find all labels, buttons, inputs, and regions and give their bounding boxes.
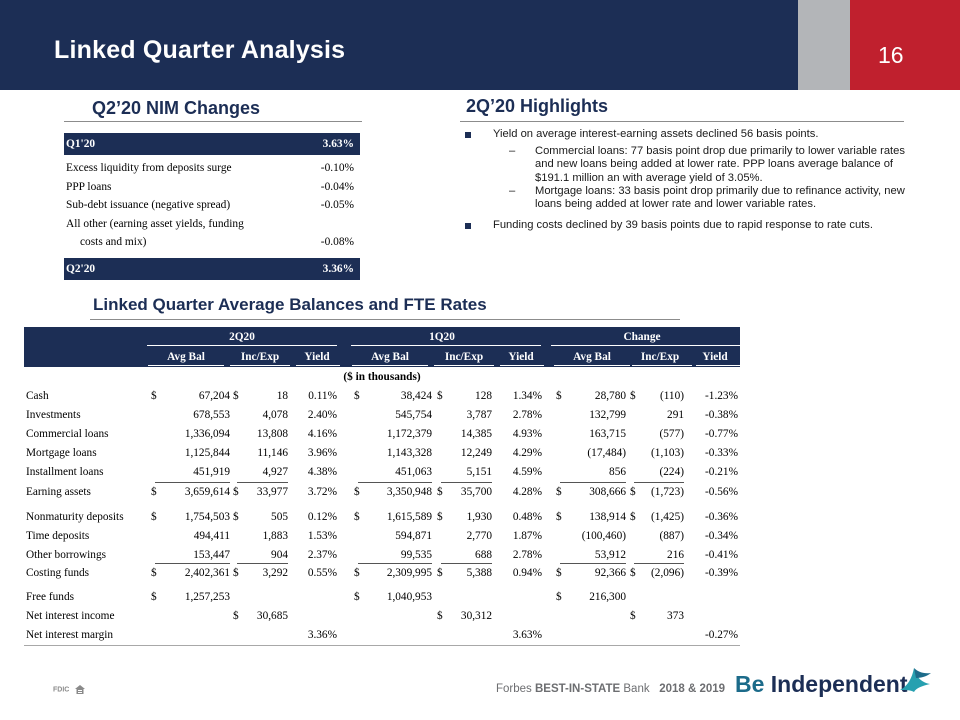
column-underline: [296, 365, 340, 366]
table-row: [24, 406, 740, 425]
cell-value: 153,447: [193, 549, 230, 561]
cell-value: 3.36%: [307, 629, 337, 641]
brand-logo: [735, 671, 908, 698]
nim-row-value: -0.05%: [320, 199, 354, 211]
table-row: [24, 425, 740, 444]
row-label: Earning assets: [26, 486, 91, 498]
cell-value: 494,411: [193, 530, 230, 542]
subtotal-rule: [634, 482, 684, 483]
cell-value: 38,424: [400, 390, 432, 402]
column-underline: [632, 365, 692, 366]
cell-value: 1.53%: [307, 530, 337, 542]
cell-value: -0.38%: [705, 409, 738, 421]
cell-value: 4.59%: [512, 466, 542, 478]
cell-value: 216,300: [589, 591, 626, 603]
cell-value: 2.40%: [307, 409, 337, 421]
table-row: [24, 588, 740, 607]
currency-symbol: $: [630, 567, 636, 579]
row-label: Net interest income: [26, 610, 115, 622]
currency-symbol: $: [630, 610, 636, 622]
column-header: Yield: [702, 351, 728, 363]
currency-symbol: $: [354, 511, 360, 523]
column-underline: [696, 365, 740, 366]
balances-heading-underline: [90, 319, 680, 320]
currency-symbol: $: [556, 567, 562, 579]
cell-value: 856: [609, 466, 626, 478]
nim-row: [64, 178, 360, 197]
forbes-years: 2018 & 2019: [659, 683, 726, 695]
highlight-bullet: Funding costs declined by 39 basis points due to rapid response to rate cuts.: [463, 219, 908, 232]
currency-symbol: $: [151, 390, 157, 402]
cell-value: 1,930: [466, 511, 492, 523]
cell-value: 216: [667, 549, 684, 561]
cell-value: 99,535: [400, 549, 432, 561]
subtotal-rule: [358, 563, 432, 564]
nim-end-label: Q2'20: [66, 262, 96, 275]
cell-value: 3.63%: [512, 629, 542, 641]
cell-value: 67,204: [198, 390, 230, 402]
highlights-heading: 2Q’20 Highlights: [466, 96, 609, 116]
cell-value: 373: [667, 610, 684, 622]
highlight-sub-bullet: – Mortgage loans: 33 basis point drop primarily due to refinance activity, new loans being added at lower rate and lower variable rates.: [463, 185, 908, 211]
row-label: Mortgage loans: [26, 447, 97, 459]
table-row: [24, 527, 740, 546]
cell-value: 2.78%: [512, 549, 542, 561]
period-underline: [147, 345, 337, 346]
nim-row-value: -0.08%: [320, 236, 354, 248]
cell-value: 1,336,094: [184, 428, 230, 440]
subtotal-rule: [560, 563, 626, 564]
cell-value: 1.34%: [512, 390, 542, 402]
header-red-bar: [850, 0, 960, 90]
cell-value: -0.21%: [705, 466, 738, 478]
row-label: Time deposits: [26, 530, 90, 542]
cell-value: 0.11%: [308, 390, 337, 402]
cell-value: 5,388: [466, 567, 492, 579]
cell-value: (1,425): [651, 511, 684, 523]
nim-row: [64, 196, 360, 215]
subtotal-rule: [155, 482, 230, 483]
cell-value: -0.34%: [705, 530, 738, 542]
currency-symbol: $: [233, 610, 239, 622]
cell-value: 12,249: [460, 447, 492, 459]
cell-value: 1.87%: [512, 530, 542, 542]
currency-symbol: $: [151, 591, 157, 603]
cell-value: (2,096): [651, 567, 684, 579]
column-underline: [434, 365, 494, 366]
currency-symbol: $: [630, 486, 636, 498]
cell-value: 13,808: [256, 428, 288, 440]
page-title: Linked Quarter Analysis: [54, 36, 346, 64]
cell-value: (17,484): [587, 447, 626, 459]
nim-row-label: costs and mix): [80, 236, 147, 248]
subtotal-rule: [237, 482, 288, 483]
forbes-award: [496, 683, 725, 695]
cell-value: 2.78%: [512, 409, 542, 421]
forbes-bold: BEST-IN-STATE: [535, 683, 621, 695]
header-banner: [0, 0, 960, 90]
currency-symbol: $: [233, 390, 239, 402]
cell-value: 451,919: [193, 466, 230, 478]
cell-value: 1,040,953: [386, 591, 432, 603]
currency-symbol: $: [556, 486, 562, 498]
subtotal-rule: [237, 563, 288, 564]
table-row: [24, 387, 740, 406]
cell-value: 1,883: [262, 530, 288, 542]
row-label: Nonmaturity deposits: [26, 511, 124, 523]
cell-value: 0.55%: [307, 567, 337, 579]
table-row: [24, 463, 740, 482]
cell-value: 4,927: [262, 466, 288, 478]
cell-value: 1,615,589: [386, 511, 432, 523]
nim-start-row: [64, 133, 360, 155]
subtotal-rule: [634, 563, 684, 564]
cell-value: -0.36%: [705, 511, 738, 523]
row-label: Installment loans: [26, 466, 104, 478]
highlights-heading-underline: [460, 121, 904, 122]
cell-value: 138,914: [589, 511, 626, 523]
nim-row-value: -0.04%: [320, 180, 354, 193]
cell-value: 0.94%: [512, 567, 542, 579]
fdic-label: FDIC: [53, 686, 70, 694]
cell-value: 0.12%: [307, 511, 337, 523]
page-number: 16: [878, 42, 904, 68]
highlight-bullet: Yield on average interest-earning assets declined 56 basis points.: [463, 128, 908, 141]
balances-heading: Linked Quarter Average Balances and FTE Rates: [93, 295, 487, 314]
cell-value: 291: [667, 409, 684, 421]
period-header: 2Q20: [229, 331, 255, 343]
cell-value: 128: [475, 390, 492, 402]
column-header: Inc/Exp: [444, 351, 484, 363]
row-label: Costing funds: [26, 567, 90, 579]
currency-symbol: $: [354, 390, 360, 402]
cell-value: -0.27%: [705, 629, 738, 641]
cell-value: 4.38%: [307, 466, 337, 478]
cell-value: 1,754,503: [184, 511, 230, 523]
cell-value: 451,063: [395, 466, 432, 478]
cell-value: -0.33%: [705, 447, 738, 459]
column-header: Avg Bal: [371, 351, 409, 363]
column-underline: [500, 365, 544, 366]
nim-row-label: PPP loans: [66, 180, 112, 193]
units-label: ($ in thousands): [343, 371, 421, 383]
currency-symbol: $: [151, 567, 157, 579]
column-header: Yield: [508, 351, 534, 363]
table-row: [24, 607, 740, 626]
currency-symbol: $: [556, 591, 562, 603]
cell-value: -0.41%: [705, 549, 738, 561]
cell-value: (110): [659, 390, 684, 402]
nim-end-value: 3.36%: [322, 262, 354, 275]
column-header: Yield: [304, 351, 330, 363]
cell-value: -0.39%: [705, 567, 738, 579]
currency-symbol: $: [354, 567, 360, 579]
nim-row-value: -0.10%: [320, 162, 354, 174]
cell-value: (224): [659, 466, 684, 478]
period-header: 1Q20: [429, 331, 455, 343]
highlights-list: [463, 128, 908, 236]
cell-value: 688: [475, 549, 492, 561]
cell-value: 0.48%: [512, 511, 542, 523]
row-label: Cash: [26, 390, 49, 402]
period-underline: [351, 345, 541, 346]
cell-value: -0.77%: [705, 428, 738, 440]
nim-table: [64, 133, 360, 280]
subtotal-rule: [155, 563, 230, 564]
cell-value: 904: [271, 549, 288, 561]
table-row: [24, 444, 740, 463]
column-underline: [554, 365, 630, 366]
cell-value: (100,460): [581, 530, 626, 542]
row-label: Net interest margin: [26, 629, 114, 641]
bird-logo-icon: [898, 664, 932, 694]
cell-value: 53,912: [594, 549, 626, 561]
currency-symbol: $: [630, 390, 636, 402]
nim-row-label: Excess liquidity from deposits surge: [66, 162, 232, 174]
table-bottom-rule: [24, 645, 740, 646]
cell-value: 28,780: [594, 390, 626, 402]
cell-value: 3,659,614: [184, 486, 230, 498]
cell-value: 5,151: [466, 466, 492, 478]
cell-value: 35,700: [460, 486, 492, 498]
currency-symbol: $: [151, 511, 157, 523]
nim-heading: Q2’20 NIM Changes: [92, 98, 261, 118]
cell-value: 30,685: [256, 610, 288, 622]
cell-value: 545,754: [395, 409, 432, 421]
forbes-bank: Bank: [623, 683, 650, 695]
nim-row: [64, 215, 360, 234]
currency-symbol: $: [630, 511, 636, 523]
period-underline: [551, 345, 741, 346]
cell-value: 505: [271, 511, 288, 523]
cell-value: 308,666: [589, 486, 626, 498]
table-row: [24, 508, 740, 527]
nim-heading-underline: [64, 121, 362, 122]
nim-start-label: Q1'20: [66, 138, 96, 150]
footer: [0, 668, 960, 720]
nim-row: [64, 159, 360, 178]
cell-value: 4,078: [262, 409, 288, 421]
fdic-logo: [53, 685, 85, 694]
currency-symbol: $: [233, 567, 239, 579]
cell-value: -1.23%: [705, 390, 738, 402]
cell-value: 30,312: [460, 610, 492, 622]
cell-value: 1,172,379: [386, 428, 432, 440]
currency-symbol: $: [556, 511, 562, 523]
table-row: [24, 626, 740, 645]
column-header: Avg Bal: [573, 351, 611, 363]
currency-symbol: $: [233, 511, 239, 523]
currency-symbol: $: [437, 390, 443, 402]
currency-symbol: $: [437, 486, 443, 498]
cell-value: 1,125,844: [184, 447, 230, 459]
subtotal-rule: [358, 482, 432, 483]
cell-value: 11,146: [257, 447, 288, 459]
nim-start-value: 3.63%: [322, 138, 354, 150]
column-header: Inc/Exp: [240, 351, 280, 363]
cell-value: 2,402,361: [184, 567, 230, 579]
cell-value: 132,799: [589, 409, 626, 421]
currency-symbol: $: [354, 486, 360, 498]
cell-value: 3.72%: [307, 486, 337, 498]
column-header: Avg Bal: [167, 351, 205, 363]
cell-value: 163,715: [589, 428, 626, 440]
currency-symbol: $: [437, 610, 443, 622]
currency-symbol: $: [556, 390, 562, 402]
forbes-prefix: Forbes: [496, 683, 532, 695]
cell-value: 4.93%: [512, 428, 542, 440]
cell-value: 678,553: [193, 409, 230, 421]
column-header: Inc/Exp: [640, 351, 680, 363]
cell-value: 1,143,328: [386, 447, 432, 459]
cell-value: 2,309,995: [386, 567, 432, 579]
cell-value: 3,787: [466, 409, 492, 421]
cell-value: 18: [276, 390, 288, 402]
cell-value: 4.28%: [512, 486, 542, 498]
cell-value: 3,292: [262, 567, 288, 579]
brand-independent: Independent: [770, 671, 908, 697]
cell-value: 2,770: [466, 530, 492, 542]
cell-value: (1,103): [651, 447, 684, 459]
cell-value: (577): [659, 428, 684, 440]
cell-value: 4.29%: [512, 447, 542, 459]
subtotal-rule: [441, 563, 492, 564]
row-label: Commercial loans: [26, 428, 109, 440]
column-underline: [352, 365, 428, 366]
cell-value: -0.56%: [705, 486, 738, 498]
cell-value: 3,350,948: [386, 486, 432, 498]
currency-symbol: $: [151, 486, 157, 498]
column-underline: [148, 365, 224, 366]
column-underline: [230, 365, 290, 366]
currency-symbol: $: [437, 567, 443, 579]
nim-row-label: Sub-debt issuance (negative spread): [66, 199, 231, 211]
table-row: [24, 564, 740, 583]
cell-value: (1,723): [651, 486, 684, 498]
cell-value: 2.37%: [307, 549, 337, 561]
equal-housing-icon: [75, 685, 85, 694]
nim-row-label: All other (earning asset yields, funding: [66, 217, 244, 230]
highlight-sub-bullet: – Commercial loans: 77 basis point drop due primarily to lower variable rates and new loans being added at lower rate. PPP loans average balance of $191.1 million an with average yield of 3.05%.: [463, 145, 908, 185]
cell-value: 1,257,253: [184, 591, 230, 603]
cell-value: (887): [659, 530, 684, 542]
currency-symbol: $: [233, 486, 239, 498]
cell-value: 33,977: [256, 486, 288, 498]
table-row: [24, 483, 740, 502]
currency-symbol: $: [354, 591, 360, 603]
row-label: Investments: [26, 409, 81, 421]
cell-value: 594,871: [395, 530, 432, 542]
cell-value: 4.16%: [307, 428, 337, 440]
brand-be: Be: [735, 671, 765, 697]
subtotal-rule: [441, 482, 492, 483]
row-label: Other borrowings: [26, 549, 107, 561]
subtotal-rule: [560, 482, 626, 483]
nim-end-row: [64, 258, 360, 280]
cell-value: 14,385: [460, 428, 492, 440]
cell-value: 92,366: [594, 567, 626, 579]
nim-row: [64, 233, 360, 252]
currency-symbol: $: [437, 511, 443, 523]
row-label: Free funds: [26, 591, 75, 603]
header-grey-bar: [798, 0, 850, 90]
period-header: Change: [623, 331, 661, 343]
cell-value: 3.96%: [307, 447, 337, 459]
